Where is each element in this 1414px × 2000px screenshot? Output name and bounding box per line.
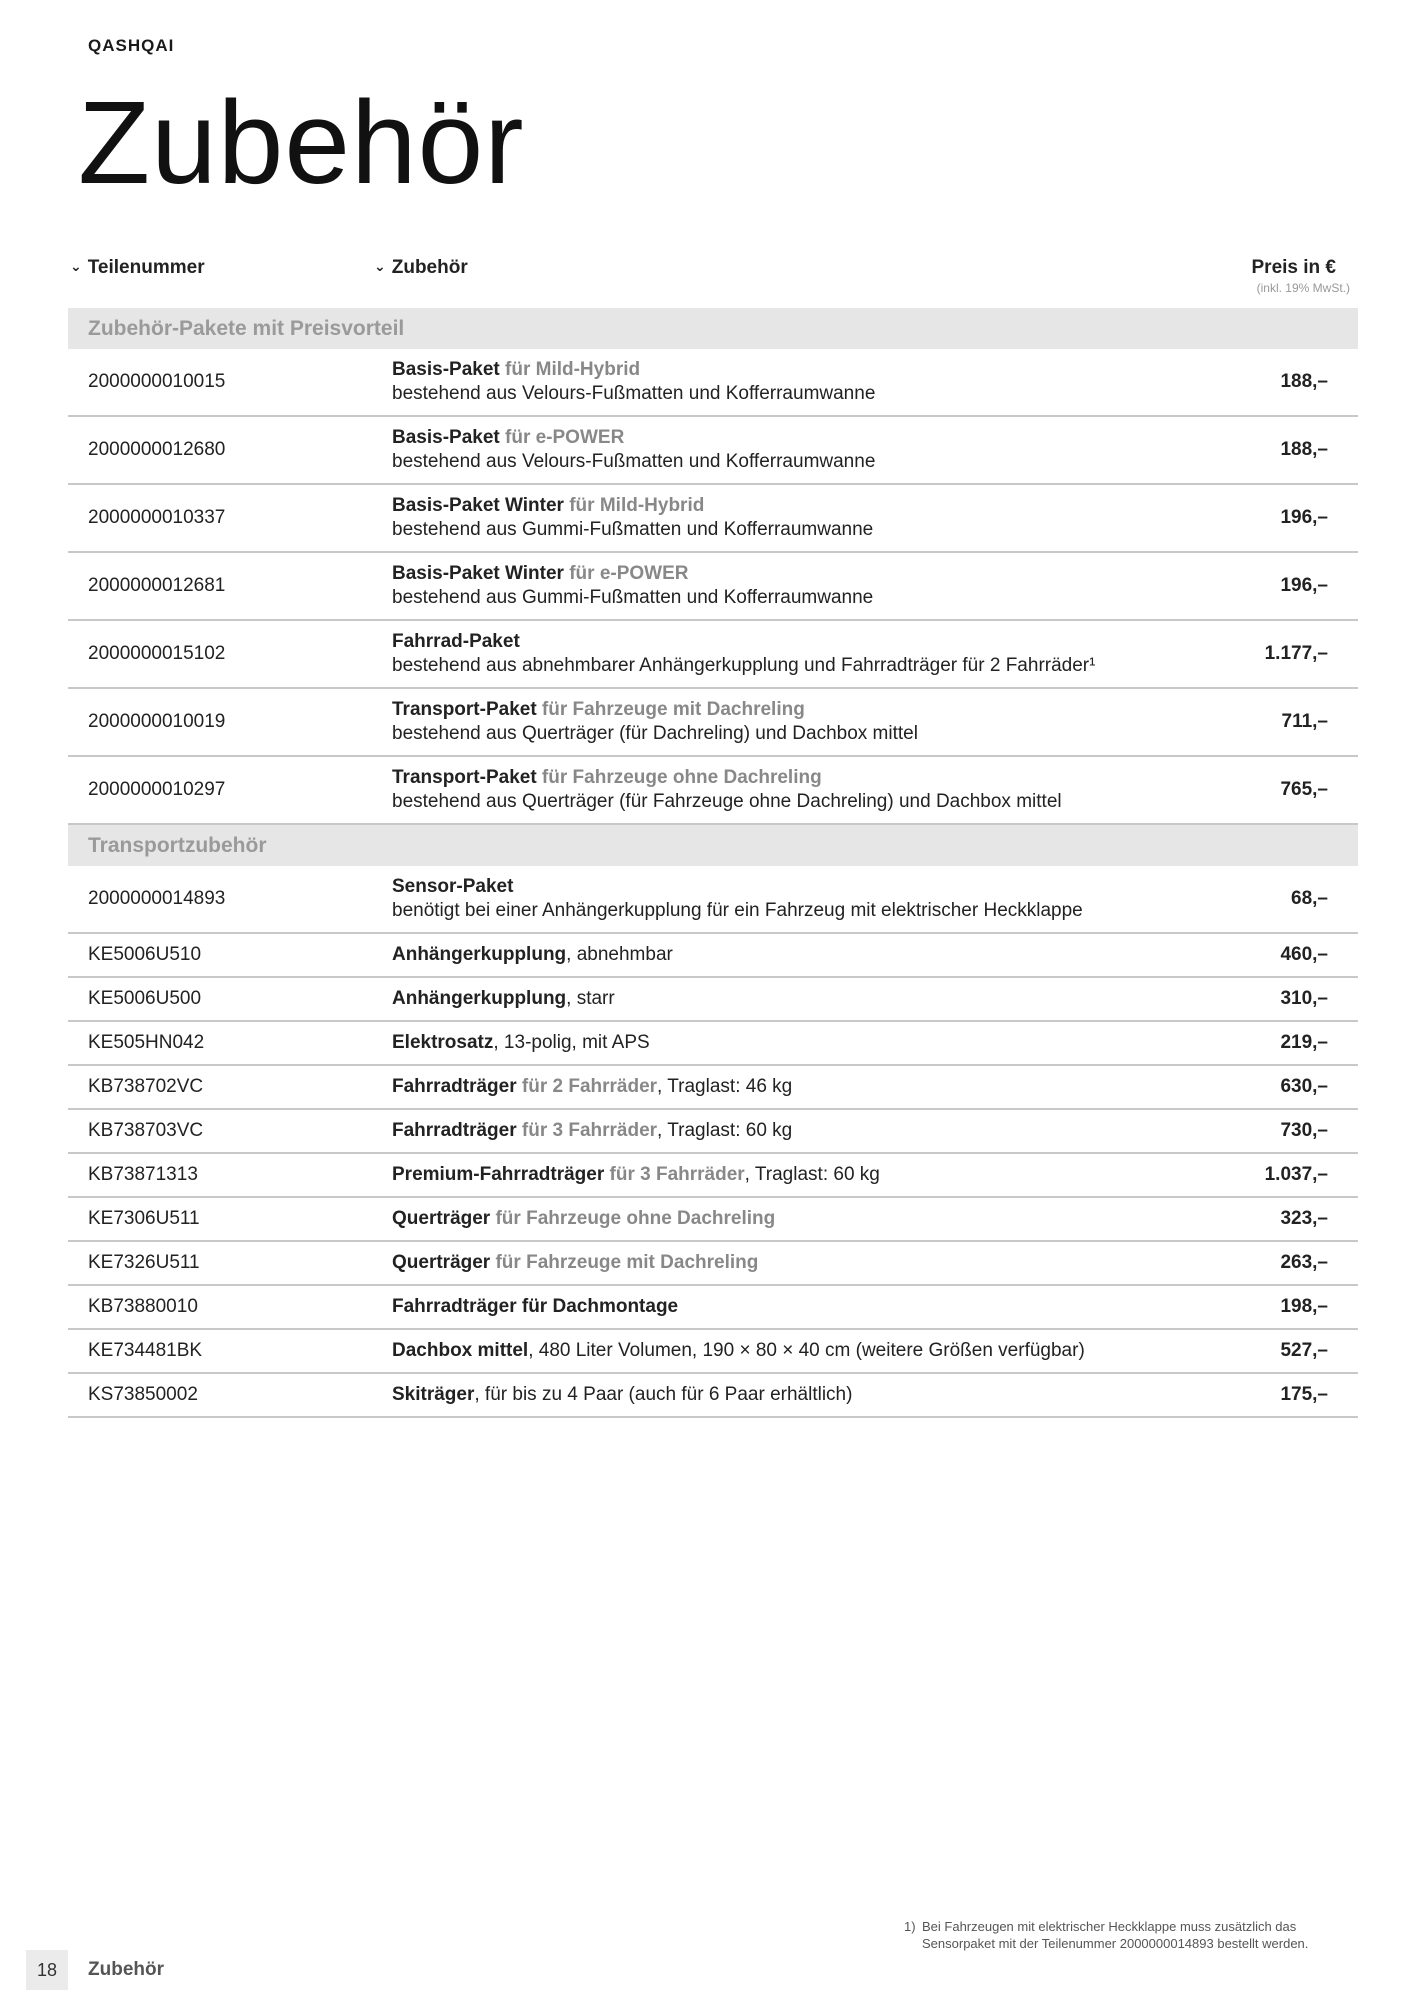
part-number: KS73850002 [88, 1384, 198, 1405]
table-row [68, 1154, 1358, 1198]
accessory-line [392, 875, 1218, 899]
price: 263,– [1280, 1252, 1328, 1273]
table-row [68, 934, 1358, 978]
part-number: KB73880010 [88, 1296, 198, 1317]
footnote-number: 1) [904, 1919, 916, 1934]
accessory-name: Basis-Paket [392, 427, 500, 448]
accessory-description [392, 1339, 1218, 1363]
accessory-line [392, 630, 1218, 654]
accessory-description [392, 1119, 1218, 1143]
footer-section-label: Zubehör [88, 1959, 164, 1980]
accessory-contents: bestehend aus Velours-Fußmatten und Kofferraumwanne [392, 383, 876, 404]
price: 1.037,– [1264, 1164, 1328, 1185]
table-row [68, 417, 1358, 485]
accessory-qualifier: für Fahrzeuge ohne Dachreling [536, 767, 822, 788]
table-row [68, 757, 1358, 825]
accessory-name: Transport-Paket [392, 767, 537, 788]
table-row [68, 1198, 1358, 1242]
table-row [68, 978, 1358, 1022]
accessory-contents: bestehend aus Querträger (für Dachreling) und Dachbox mittel [392, 723, 918, 744]
table-row [68, 621, 1358, 689]
accessory-description [392, 698, 1218, 746]
brand-label: QASHQAI [88, 36, 175, 55]
part-number: KB738702VC [88, 1076, 204, 1097]
accessory-qualifier: für 3 Fahrräder [604, 1164, 745, 1185]
table-row [68, 1286, 1358, 1330]
accessory-qualifier: für Mild-Hybrid [499, 359, 641, 380]
accessory-line [392, 1295, 1218, 1319]
accessory-name: Fahrradträger [392, 1076, 517, 1097]
accessory-line [392, 987, 1218, 1011]
price: 196,– [1280, 507, 1328, 528]
column-header-accessory-label: Zubehör [391, 257, 468, 278]
accessory-detail: , 13-polig, mit APS [493, 1032, 650, 1053]
price: 68,– [1291, 888, 1328, 909]
table-row [68, 1022, 1358, 1066]
accessory-line [392, 698, 1218, 722]
table-row [68, 485, 1358, 553]
accessory-line [392, 1119, 1218, 1143]
chevron-down-icon: ⌄ [70, 258, 82, 274]
table-row [68, 553, 1358, 621]
accessory-line [392, 1075, 1218, 1099]
column-header-price-label: Preis in € [1251, 257, 1336, 278]
price: 527,– [1280, 1340, 1328, 1361]
accessory-name: Basis-Paket Winter [392, 495, 564, 516]
accessory-qualifier: für e-POWER [499, 427, 625, 448]
part-number: KE5006U500 [88, 988, 202, 1009]
accessory-contents: bestehend aus Querträger (für Fahrzeuge ohne Dachreling) und Dachbox mittel [392, 791, 1062, 812]
accessory-name: Querträger [392, 1208, 491, 1229]
part-number: KE5006U510 [88, 944, 202, 965]
footnote-text: Bei Fahrzeugen mit elektrischer Heckklappe muss zusätzlich das Sensorpaket mit der Teilenummer 2000000014893 bestellt werden. [922, 1919, 1309, 1951]
accessory-description [392, 630, 1218, 678]
accessory-line [392, 1207, 1218, 1231]
part-number: KB73871313 [88, 1164, 198, 1185]
accessory-description [392, 1207, 1218, 1231]
accessory-name: Elektrosatz [392, 1032, 494, 1053]
accessory-description [392, 1031, 1218, 1055]
table-row [68, 1330, 1358, 1374]
section-header: Transportzubehör [68, 825, 1358, 866]
accessory-line [392, 1031, 1218, 1055]
price: 630,– [1280, 1076, 1328, 1097]
accessory-description [392, 1163, 1218, 1187]
price: 198,– [1280, 1296, 1328, 1317]
price: 1.177,– [1264, 643, 1328, 664]
chevron-down-icon: ⌄ [374, 258, 386, 274]
page-title: Zubehör [78, 77, 525, 209]
price: 323,– [1280, 1208, 1328, 1229]
accessory-qualifier: für Fahrzeuge mit Dachreling [536, 699, 805, 720]
accessory-description [392, 494, 1218, 542]
part-number: KE505HN042 [88, 1032, 205, 1053]
accessory-detail: , Traglast: 46 kg [657, 1076, 793, 1097]
column-header-part-label: Teilenummer [87, 257, 205, 278]
accessory-table [68, 250, 1358, 1418]
accessory-line [392, 943, 1218, 967]
accessory-name: Fahrradträger [392, 1120, 517, 1141]
accessory-name: Sensor-Paket [392, 876, 514, 897]
table-row [68, 349, 1358, 417]
accessory-line [392, 562, 1218, 586]
accessory-description [392, 766, 1218, 814]
accessory-contents: bestehend aus Velours-Fußmatten und Kofferraumwanne [392, 451, 876, 472]
part-number: KE734481BK [88, 1340, 203, 1361]
part-number: 2000000012681 [88, 575, 226, 596]
price: 196,– [1280, 575, 1328, 596]
part-number: 2000000015102 [88, 643, 226, 664]
price: 730,– [1280, 1120, 1328, 1141]
table-header [68, 250, 1358, 308]
accessory-contents: bestehend aus Gummi-Fußmatten und Kofferraumwanne [392, 519, 874, 540]
table-row [68, 1374, 1358, 1418]
table-row [68, 1110, 1358, 1154]
accessory-qualifier: für Fahrzeuge ohne Dachreling [490, 1208, 776, 1229]
accessory-contents: bestehend aus abnehmbarer Anhängerkupplung und Fahrradträger für 2 Fahrräder¹ [392, 655, 1096, 676]
accessory-name: Transport-Paket [392, 699, 537, 720]
part-number: 2000000010297 [88, 779, 226, 800]
table-body [68, 308, 1358, 1418]
part-number: KE7326U511 [88, 1252, 200, 1273]
accessory-detail: , Traglast: 60 kg [657, 1120, 793, 1141]
price: 188,– [1280, 439, 1328, 460]
accessory-name: Anhängerkupplung [392, 988, 567, 1009]
price: 175,– [1280, 1384, 1328, 1405]
accessory-name: Premium-Fahrradträger [392, 1164, 605, 1185]
accessory-detail: , starr [566, 988, 615, 1009]
accessory-line [392, 766, 1218, 790]
accessory-contents: benötigt bei einer Anhängerkupplung für ein Fahrzeug mit elektrischer Heckklappe [392, 900, 1083, 921]
accessory-qualifier: für Fahrzeuge mit Dachreling [490, 1252, 759, 1273]
accessory-name: Skiträger [392, 1384, 475, 1405]
table-row [68, 1242, 1358, 1286]
price: 310,– [1280, 988, 1328, 1009]
part-number: 2000000012680 [88, 439, 226, 460]
part-number: KE7306U511 [88, 1208, 200, 1229]
accessory-name: Dachbox mittel [392, 1340, 529, 1361]
accessory-detail: , 480 Liter Volumen, 190 × 80 × 40 cm (weitere Größen verfügbar) [528, 1340, 1085, 1361]
part-number: 2000000010019 [88, 711, 226, 732]
price: 765,– [1280, 779, 1328, 800]
accessory-qualifier: für Mild-Hybrid [563, 495, 705, 516]
section-header: Zubehör-Pakete mit Preisvorteil [68, 308, 1358, 349]
accessory-line [392, 1163, 1218, 1187]
accessory-description [392, 1251, 1218, 1275]
accessory-description [392, 1383, 1218, 1407]
price-tax-note: (inkl. 19% MwSt.) [1256, 281, 1350, 295]
accessory-line [392, 358, 1218, 382]
accessory-qualifier: für 2 Fahrräder [516, 1076, 658, 1097]
column-header-accessory[interactable] [374, 257, 468, 279]
accessory-detail: , abnehmbar [566, 944, 673, 965]
column-header-price [1251, 257, 1350, 295]
accessory-qualifier: für 3 Fahrräder [516, 1120, 658, 1141]
footnote [904, 1918, 1354, 1952]
accessory-name: Querträger [392, 1252, 491, 1273]
part-number: 2000000014893 [88, 888, 226, 909]
accessory-detail: , für bis zu 4 Paar (auch für 6 Paar erhältlich) [474, 1384, 853, 1405]
accessory-description [392, 358, 1218, 406]
accessory-description [392, 1075, 1218, 1099]
accessory-description [392, 1295, 1218, 1319]
price: 711,– [1281, 711, 1328, 732]
price: 219,– [1280, 1032, 1328, 1053]
accessory-qualifier: für e-POWER [563, 563, 689, 584]
column-header-part[interactable] [70, 257, 205, 279]
part-number: 2000000010015 [88, 371, 226, 392]
accessory-line [392, 1383, 1218, 1407]
accessory-name: Fahrradträger für Dachmontage [392, 1296, 679, 1317]
accessory-name: Basis-Paket [392, 359, 500, 380]
accessory-description [392, 562, 1218, 610]
accessory-line [392, 426, 1218, 450]
price: 188,– [1280, 371, 1328, 392]
accessory-detail: , Traglast: 60 kg [744, 1164, 880, 1185]
accessory-contents: bestehend aus Gummi-Fußmatten und Kofferraumwanne [392, 587, 874, 608]
accessory-line [392, 1251, 1218, 1275]
accessory-description [392, 875, 1218, 923]
accessory-name: Basis-Paket Winter [392, 563, 564, 584]
accessory-line [392, 494, 1218, 518]
accessory-line [392, 1339, 1218, 1363]
page-number: 18 [26, 1950, 68, 1990]
accessory-description [392, 426, 1218, 474]
price: 460,– [1280, 944, 1328, 965]
accessory-description [392, 987, 1218, 1011]
accessory-name: Anhängerkupplung [392, 944, 567, 965]
accessory-description [392, 943, 1218, 967]
table-row [68, 1066, 1358, 1110]
table-row [68, 689, 1358, 757]
table-row [68, 866, 1358, 934]
part-number: 2000000010337 [88, 507, 226, 528]
part-number: KB738703VC [88, 1120, 204, 1141]
accessory-name: Fahrrad-Paket [392, 631, 520, 652]
